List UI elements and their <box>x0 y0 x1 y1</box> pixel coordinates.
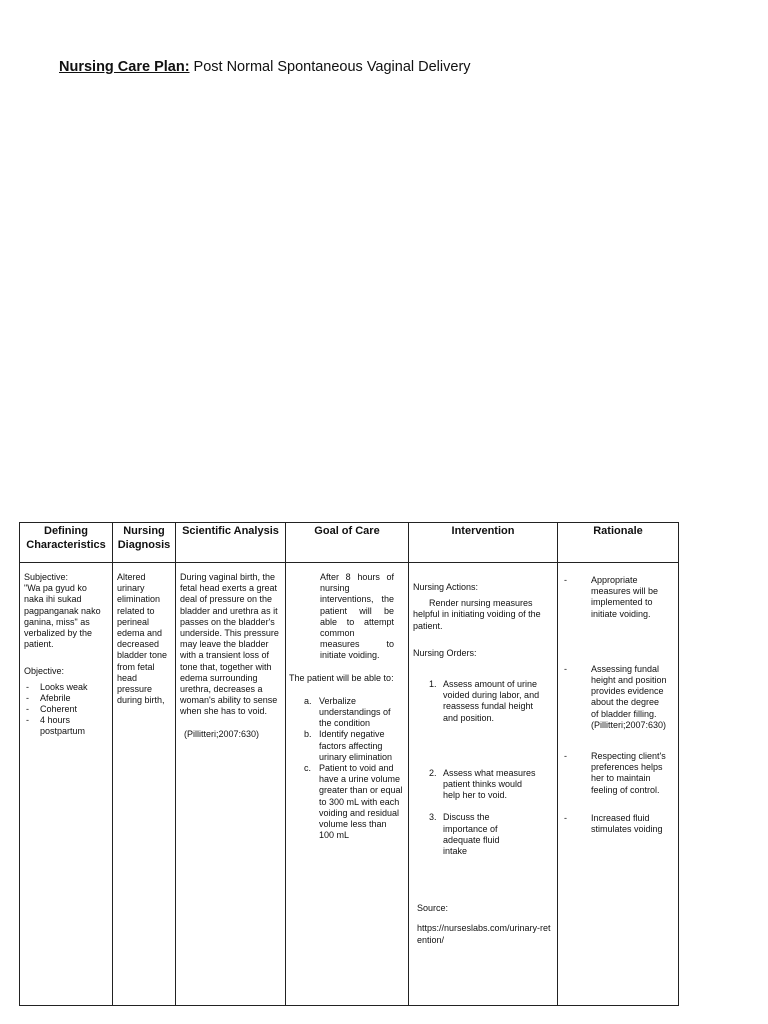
content-row <box>20 563 679 1006</box>
defining-cell <box>20 563 113 1006</box>
analysis-text: During vaginal birth, the fetal head exerts a great deal of pressure on the bladder and urethra as it passes on the bladder's underside. This pressure may leave the bladder with a transient loss of tone that, together with edema surrounding urethra, decreases a woman's ability to sense when she has to void. <box>180 572 279 717</box>
title-label: Nursing Care Plan: <box>59 59 190 75</box>
goal-lead: The patient will be able to: <box>289 672 394 683</box>
intervention-cell <box>409 563 558 1006</box>
actions-text: Render nursing measures helpful in initiating voiding of the patient. <box>413 598 541 631</box>
subjective-label: Subjective: <box>24 572 69 582</box>
actions-label: Nursing Actions: <box>413 582 479 592</box>
analysis-cell <box>176 563 286 1006</box>
header-rationale: Rationale <box>558 523 679 563</box>
list-item: a. Verbalize understandings of the condition <box>304 695 391 729</box>
orders-label: Nursing Orders: <box>413 647 477 658</box>
list-item: - Afebrile <box>24 693 108 704</box>
title-subtitle: Post Normal Spontaneous Vaginal Delivery <box>193 59 471 75</box>
list-item: 3. Discuss the importance of adequate fluid intake <box>429 812 500 857</box>
header-goal: Goal of Care <box>286 523 409 563</box>
diagnosis-cell <box>113 563 176 1006</box>
goal-intro: After 8 hours of nursing interventions, the patient will be able to attempt common measures to initiate voiding. <box>320 572 394 661</box>
goal-objectives-list <box>289 696 404 842</box>
rationale-cell <box>558 563 679 1006</box>
list-item: - Respecting client's preferences helps her to maintain feeling of control. <box>562 751 674 796</box>
objective-list <box>24 682 108 738</box>
analysis-citation: (Pillitteri;2007:630) <box>184 728 260 739</box>
list-item: - Appropriate measures will be implemented to initiate voiding. <box>562 575 674 620</box>
list-item: c. Patient to void and have a urine volume greater than or equal to 300 mL with each voiding and residual volume less than 100 mL <box>304 763 403 841</box>
header-analysis: Scientific Analysis <box>176 523 286 563</box>
objective-label: Objective: <box>24 666 65 677</box>
list-item: - Assessing fundal height and position provides evidence about the degree of bladder filling. (Pillitteri;2007:630) <box>562 664 674 731</box>
list-item: - 4 hours postpartum <box>24 715 108 737</box>
header-row <box>20 523 679 563</box>
source-url: https://nurseslabs.com/urinary-retention/ <box>417 923 551 945</box>
list-item: 1. Assess amount of urine voided during labor, and reassess fundal height and position. <box>429 679 540 723</box>
rationale-list <box>562 575 674 835</box>
header-defining: Defining Characteristics <box>20 523 113 563</box>
care-plan-table <box>19 522 679 1006</box>
header-intervention: Intervention <box>409 523 558 563</box>
source-label: Source: <box>417 903 449 914</box>
header-diagnosis: Nursing Diagnosis <box>113 523 176 563</box>
list-item: - Looks weak <box>24 682 108 693</box>
orders-list <box>413 679 553 857</box>
list-item: - Coherent <box>24 704 108 715</box>
document-title <box>59 59 471 75</box>
goal-cell <box>286 563 409 1006</box>
list-item: - Increased fluid stimulates voiding <box>562 813 674 835</box>
diagnosis-text: Altered urinary elimination related to perineal edema and decreased bladder tone from fetal head pressure during birth, <box>117 572 168 706</box>
list-item: b. Identify negative factors affecting urinary elimination <box>304 729 393 762</box>
list-item: 2. Assess what measures patient thinks would help her to void. <box>429 767 536 801</box>
subjective-text: "Wa pa gyud ko naka ihi sukad pagpanganak nako ganina, miss" as verbalized by the patient. <box>24 583 101 650</box>
